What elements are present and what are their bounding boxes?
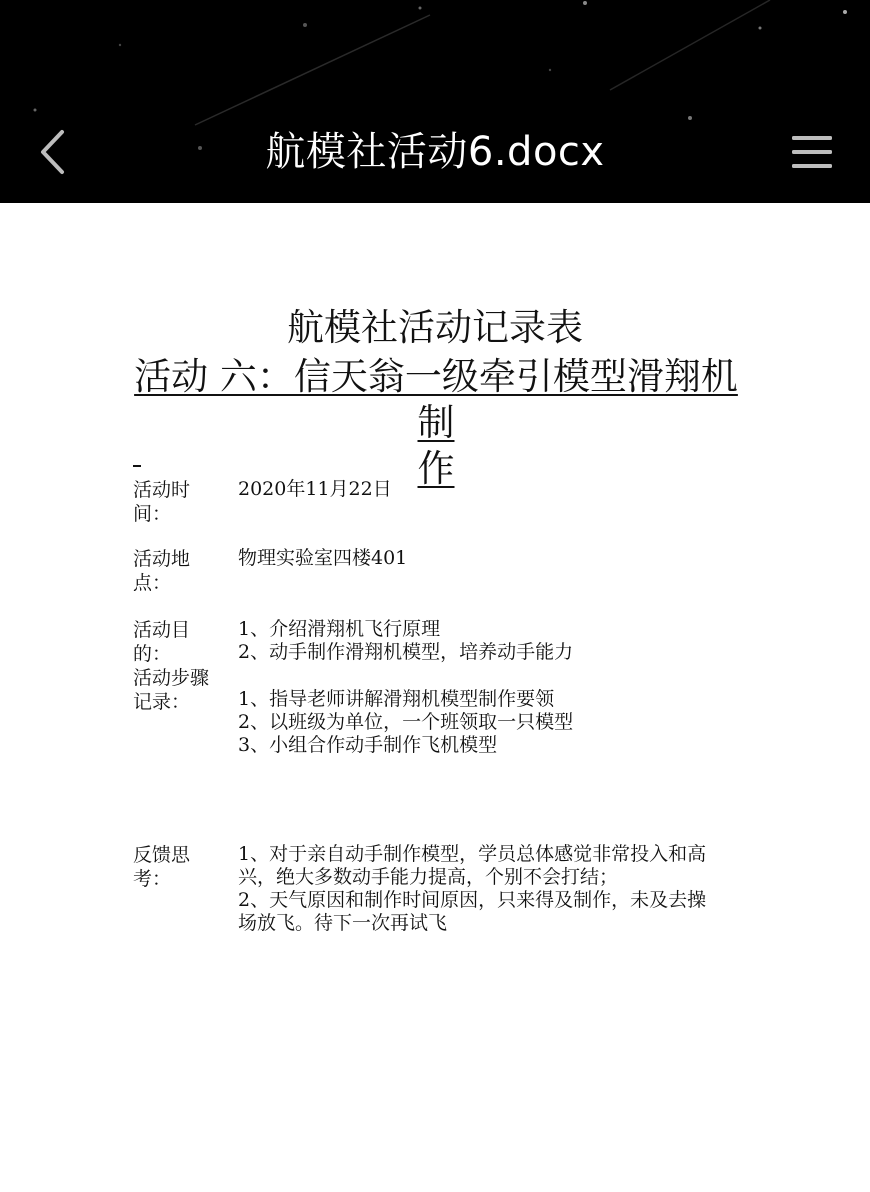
field-purpose-label: 活动目的： [133,619,191,665]
subtitle-line-2: 作 [417,447,455,490]
field-time-label: 活动时间： [133,479,191,525]
list-item: 1、介绍滑翔机飞行原理 [238,618,441,640]
field-place-label: 活动地点： [133,548,191,594]
document-filename-title: 航模社活动6.docx [265,129,605,175]
field-purpose-value [238,618,728,664]
field-feedback-label: 反馈思考： [133,844,191,890]
field-steps-label: 活动步骤记录： [133,667,210,713]
text-cursor [133,465,141,467]
list-item: 2、天气原因和制作时间原因，只来得及制作，未及去操场放飞。待下一次再试飞 [238,889,707,934]
list-item: 3、小组合作动手制作飞机模型 [238,734,498,756]
field-feedback-value [238,843,723,935]
list-item: 1、对于亲自动手制作模型，学员总体感觉非常投入和高兴，绝大多数动手能力提高，个别不会打结； [238,843,707,888]
list-item: 2、以班级为单位，一个班领取一只模型 [238,711,574,733]
list-item: 2、动手制作滑翔机模型，培养动手能力 [238,641,574,663]
document-page[interactable] [0,203,870,1192]
document-subtitle [130,354,742,492]
document-title: 航模社活动记录表 [287,306,583,349]
menu-button[interactable] [784,128,840,176]
hamburger-menu-icon [791,133,833,171]
field-place-value: 物理实验室四楼401 [238,547,408,569]
list-item: 1、指导老师讲解滑翔机模型制作要领 [238,688,555,710]
field-time-value: 2020年11月22日 [238,478,392,500]
app-header [0,0,870,203]
field-steps-value [238,688,728,757]
subtitle-line-1: 活动 六：信天翁一级牵引模型滑翔机制 [134,355,738,444]
